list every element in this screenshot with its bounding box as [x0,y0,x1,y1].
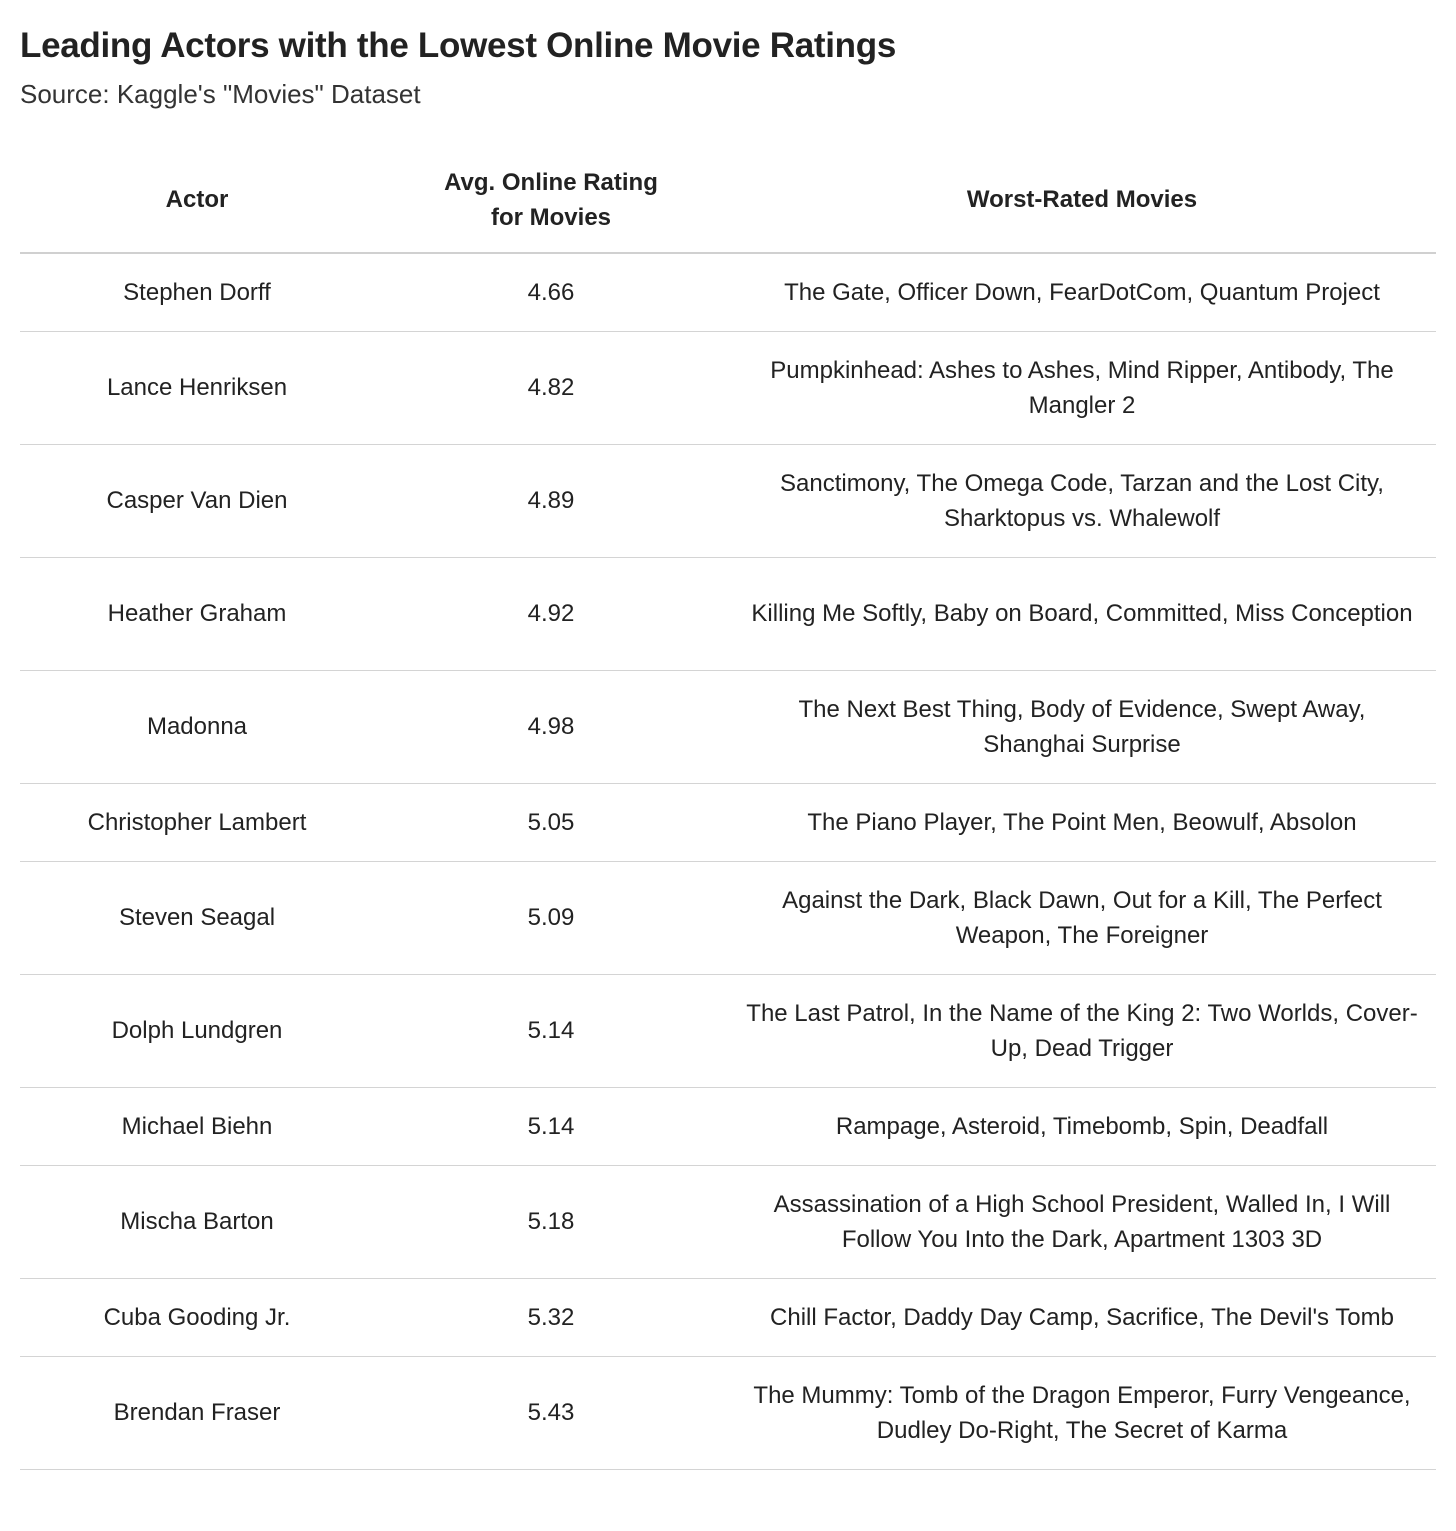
actor-cell: Brendan Fraser [20,1356,374,1469]
actor-cell: Christopher Lambert [20,783,374,861]
rating-cell: 4.66 [374,253,728,331]
table-row [20,1278,1436,1356]
rating-cell: 5.18 [374,1165,728,1278]
rating-cell: 4.82 [374,331,728,444]
header-row [20,147,1436,253]
movies-cell: The Next Best Thing, Body of Evidence, Swept Away, Shanghai Surprise [728,670,1436,783]
rating-cell: 5.14 [374,1087,728,1165]
movies-cell: The Gate, Officer Down, FearDotCom, Quantum Project [728,253,1436,331]
column-header-movies: Worst-Rated Movies [728,147,1436,253]
table-row [20,670,1436,783]
rating-cell: 5.14 [374,974,728,1087]
ratings-table [20,147,1436,1470]
chart-title: Leading Actors with the Lowest Online Movie Ratings [20,26,896,65]
table-row [20,861,1436,974]
actor-cell: Heather Graham [20,557,374,670]
movies-cell: Killing Me Softly, Baby on Board, Committed, Miss Conception [728,557,1436,670]
column-header-actor: Actor [20,147,374,253]
actor-cell: Lance Henriksen [20,331,374,444]
movies-cell: Sanctimony, The Omega Code, Tarzan and the Lost City, Sharktopus vs. Whalewolf [728,444,1436,557]
actor-cell: Cuba Gooding Jr. [20,1278,374,1356]
table-row [20,1356,1436,1469]
actor-cell: Dolph Lundgren [20,974,374,1087]
movies-cell: Against the Dark, Black Dawn, Out for a Kill, The Perfect Weapon, The Foreigner [728,861,1436,974]
movies-cell: The Mummy: Tomb of the Dragon Emperor, Furry Vengeance, Dudley Do-Right, The Secret of Karma [728,1356,1436,1469]
rating-cell: 5.43 [374,1356,728,1469]
actor-cell: Stephen Dorff [20,253,374,331]
table-body [20,253,1436,1469]
movies-cell: The Piano Player, The Point Men, Beowulf, Absolon [728,783,1436,861]
actor-cell: Mischa Barton [20,1165,374,1278]
movies-cell: Assassination of a High School President, Walled In, I Will Follow You Into the Dark, Apartment 1303 3D [728,1165,1436,1278]
column-header-rating: Avg. Online Rating for Movies [374,147,728,253]
movies-cell: Rampage, Asteroid, Timebomb, Spin, Deadfall [728,1087,1436,1165]
table-row [20,783,1436,861]
table-row [20,253,1436,331]
rating-cell: 4.98 [374,670,728,783]
rating-cell: 4.89 [374,444,728,557]
movies-cell: Chill Factor, Daddy Day Camp, Sacrifice, The Devil's Tomb [728,1278,1436,1356]
movies-cell: Pumpkinhead: Ashes to Ashes, Mind Ripper, Antibody, The Mangler 2 [728,331,1436,444]
chart-subtitle: Source: Kaggle's "Movies" Dataset [20,79,421,109]
table-row [20,557,1436,670]
rating-cell: 5.09 [374,861,728,974]
table-row [20,974,1436,1087]
table-row [20,331,1436,444]
table-header [20,147,1436,253]
rating-cell: 5.05 [374,783,728,861]
movies-cell: The Last Patrol, In the Name of the King 2: Two Worlds, Cover-Up, Dead Trigger [728,974,1436,1087]
actor-cell: Steven Seagal [20,861,374,974]
actor-cell: Madonna [20,670,374,783]
table-row [20,1165,1436,1278]
rating-cell: 4.92 [374,557,728,670]
actor-cell: Michael Biehn [20,1087,374,1165]
table-row [20,1087,1436,1165]
table-row [20,444,1436,557]
actor-cell: Casper Van Dien [20,444,374,557]
rating-cell: 5.32 [374,1278,728,1356]
